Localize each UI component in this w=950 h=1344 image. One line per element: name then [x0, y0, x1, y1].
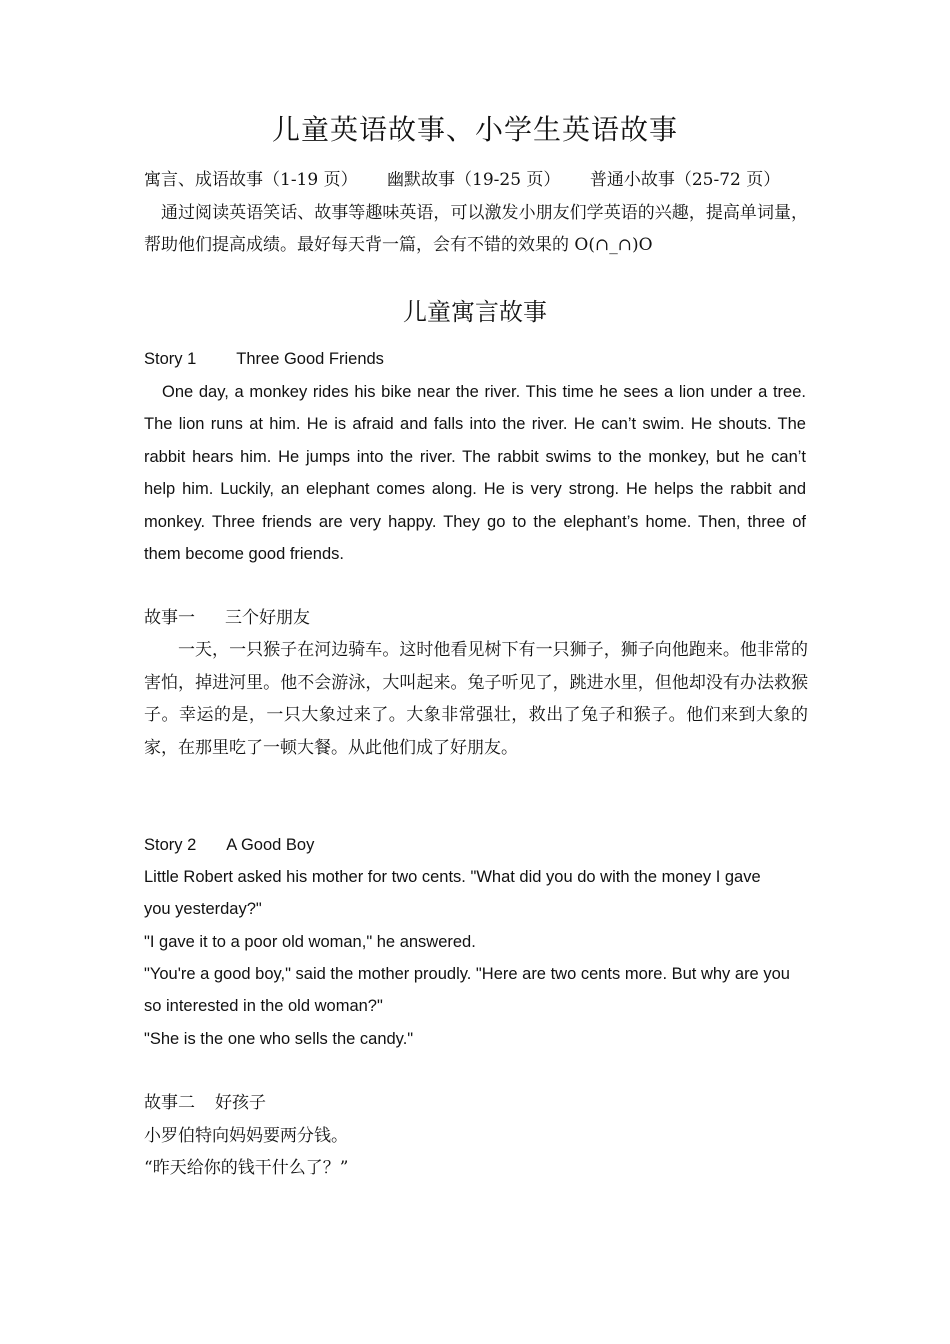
story-2-label: Story 2 — [144, 836, 197, 854]
story-2-line-3: "You're a good boy," said the mother proudly. "Here are two cents more. But why are you so interested in the old woman?" — [144, 965, 790, 1016]
table-of-contents — [144, 166, 814, 194]
story-1-title: Three Good Friends — [236, 350, 384, 368]
section-title: 儿童寓言故事 — [403, 298, 547, 326]
story-1-zh-title: 三个好朋友 — [225, 608, 310, 628]
story-2-line-2: "I gave it to a poor old woman," he answered. — [144, 933, 476, 951]
story-2-zh-heading — [144, 1088, 266, 1118]
story-2-zh-label: 故事二 — [144, 1093, 195, 1113]
toc-item-short-stories: 普通小故事（25-72 页） — [589, 170, 781, 190]
story-1-zh-label: 故事一 — [144, 608, 195, 628]
story-2-line-4: "She is the one who sells the candy." — [144, 1030, 414, 1048]
intro-paragraph: 通过阅读英语笑话、故事等趣味英语，可以激发小朋友们学英语的兴趣，提高单词量，帮助他们提高成绩。最好每天背一篇，会有不错的效果的 O(∩_∩)O — [144, 203, 808, 255]
story-2-zh-line-2: “昨天给你的钱干什么了？” — [144, 1158, 349, 1178]
story-2-zh-line-1: 小罗伯特向妈妈要两分钱。 — [144, 1126, 348, 1146]
story-2-line-1: Little Robert asked his mother for two cents. "What did you do with the money I gave you yesterday?" — [144, 868, 761, 919]
story-1-text: One day, a monkey rides his bike near the river. This time he sees a lion under a tree. The lion runs at him. He is afraid and falls into the river. He can’t swim. He shouts. The rabbit hears him. He jumps into the river. The rabbit swims to the monkey, but he can’t help him. Luckily, an elephant comes along. He is very strong. He helps the rabbit and monkey. Three friends are very happy. They go to the elephant’s home. Then, three of them become good friends. — [144, 383, 806, 564]
story-2-heading — [144, 830, 808, 860]
story-2-zh-title: 好孩子 — [215, 1093, 266, 1113]
story-1-zh-text: 一天，一只猴子在河边骑车。这时他看见树下有一只狮子，狮子向他跑来。他非常的害怕，掉进河里。他不会游泳，大叫起来。兔子听见了，跳进水里，但他却没有办法救猴子。幸运的是，一只大象过来了。大象非常强壮，救出了兔子和猴子。他们来到大象的家，在那里吃了一顿大餐。从此他们成了好朋友。 — [144, 640, 808, 758]
toc-item-fables: 寓言、成语故事（1-19 页） — [144, 170, 358, 190]
document-title: 儿童英语故事、小学生英语故事 — [271, 113, 678, 146]
story-1-heading — [144, 344, 808, 374]
story-1-label: Story 1 — [144, 350, 197, 368]
story-2-title: A Good Boy — [226, 836, 315, 854]
toc-item-humor: 幽默故事（19-25 页） — [387, 170, 561, 190]
story-1-zh-heading — [144, 603, 310, 633]
